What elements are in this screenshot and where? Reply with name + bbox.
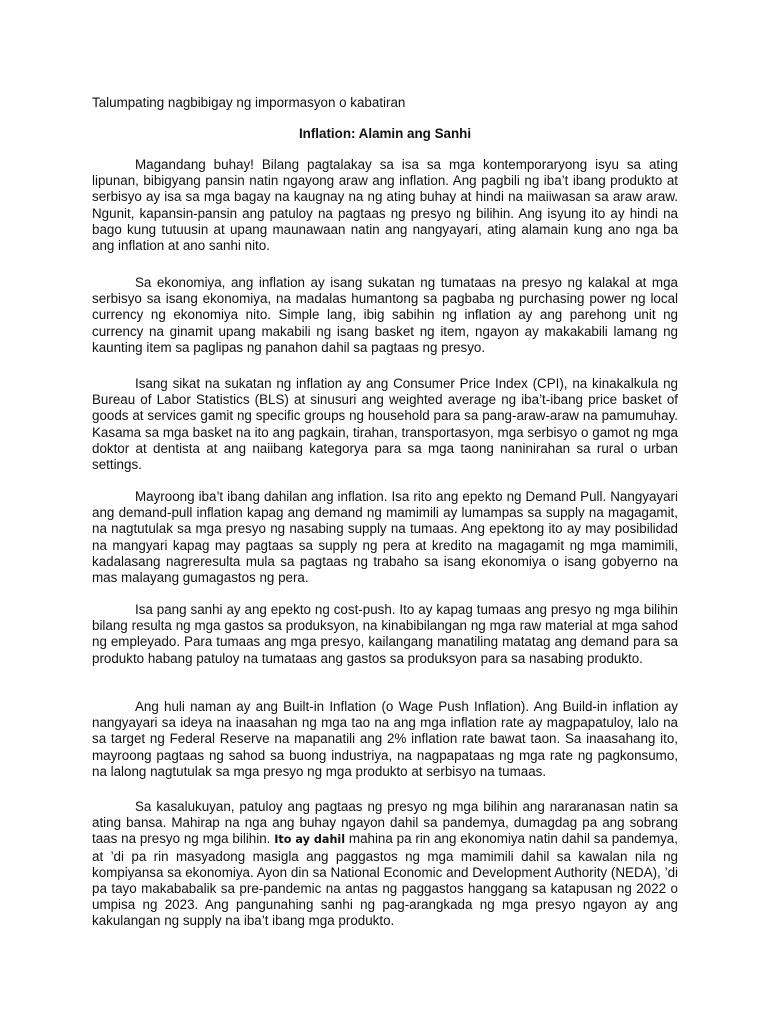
document-type-heading: Talumpating nagbibigay ng impormasyon o kabatiran <box>92 95 406 110</box>
inline-emphasis-text: Ito ay dahil <box>274 833 346 847</box>
document-title: Inflation: Alamin ang Sanhi <box>298 126 472 141</box>
paragraph-current-situation <box>92 799 678 930</box>
paragraph-cpi: Isang sikat na sukatan ng inflation ay ang Consumer Price Index (CPI), na kinakalkula ng Bureau of Labor Statistics (BLS) at sinusuri ang weighted average ng iba’t-ibang price basket of goods at services gamit ng specific groups ng household para sa pang-araw-araw na pamumuhay. Kasama sa mga basket na ito ang pagkain, tirahan, transportasyon, mga serbisyo o gamot ng mga doktor at dentista at ang naiibang kategorya para sa mga taong naninirahan sa rural o urban settings. <box>92 376 678 473</box>
paragraph-cost-push: Isa pang sanhi ay ang epekto ng cost-push. Ito ay kapag tumaas ang presyo ng mga bilihin bilang resulta ng mga gastos sa produksyon, na kinabibilangan ng mga raw material at mga sahod ng empleyado. Para tumaas ang mga presyo, kailangang manatiling matatag ang demand para sa produkto habang patuloy na tumataas ang gastos sa produksyon para sa nasabing produkto. <box>92 602 678 666</box>
paragraph-definition: Sa ekonomiya, ang inflation ay isang sukatan ng tumataas na presyo ng kalakal at mga serbisyo sa isang ekonomiya, na madalas humantong sa pagbaba ng purchasing power ng local currency ng ekonomiya nito. Simple lang, ibig sabihin ng inflation ay ang parehong unit ng currency na ginamit upang makabili ng isang basket ng item, ngayon ay makakabili lamang ng kaunting item sa paglipas ng panahon dahil sa pagtaas ng presyo. <box>92 275 678 355</box>
paragraph-demand-pull: Mayroong iba’t ibang dahilan ang inflation. Isa rito ang epekto ng Demand Pull. Nangyayari ang demand-pull inflation kapag ang demand ng mamimili ay lumampas sa supply na magagamit, na nagtutulak sa mga presyo ng nasabing supply na tumaas. Ang epektong ito ay may posibilidad na mangyari kapag may pagtaas sa supply ng pera at kredito na magagamit ng mga mamimili, kadalasang nagreresulta mula sa pagtaas ng trabaho sa isang ekonomiya o isang gobyerno na mas malayang gumagastos ng pera. <box>92 489 678 586</box>
paragraph-text-segment: mahina pa rin ang ekonomiya natin dahil sa pandemya, at ’di pa rin masyadong masigla ang paggastos ng mga mamimili dahil sa kawalan nila ng kompiyansa sa ekonomiya. Ayon din sa National Economic and Development Authority (NEDA), ’di pa tayo makababalik sa pre-pandemic na antas ng paggastos hanggang sa katapusan ng 2022 o umpisa ng 2023. Ang pangunahing sanhi ng pag-arangkada ng mga presyo ngayon ay ang kakulangan ng supply na iba’t ibang mga produkto. <box>92 831 678 929</box>
paragraph-introduction: Magandang buhay! Bilang pagtalakay sa isa sa mga kontemporaryong isyu sa ating lipunan, bibigyang pansin natin ngayong araw ang inflation. Ang pagbili ng iba’t ibang produkto at serbisyo ay isa sa mga bagay na kaugnay na ng ating buhay at hindi na maiiwasan sa araw araw. Ngunit, kapansin-pansin ang patuloy na pagtaas ng presyo ng bilihin. Ang isyung ito ay hindi na bago kung tutuusin at upang maunawaan natin ang nangyayari, ating alamain kung ano nga ba ang inflation at ano sanhi nito. <box>92 157 678 254</box>
paragraph-built-in-inflation: Ang huli naman ay ang Built-in Inflation (o Wage Push Inflation). Ang Build-in inflation ay nangyayari sa ideya na inaasahan ng mga tao na ang mga inflation rate ay magpapatuloy, lalo na sa target ng Federal Reserve na mapanatili ang 2% inflation rate bawat taon. Sa inaasahang ito, mayroong pagtaas ng sahod sa buong industriya, na nagpapataas ng mga rate ng pagkonsumo, na lalong nagtutulak sa mga presyo ng mga produkto at serbisyo na tumaas. <box>92 699 678 779</box>
paragraph-text-segment: Sa kasalukuyan, patuloy ang pagtaas ng presyo ng mga bilihin ang nararanasan natin sa ating bansa. Mahirap na nga ang buhay ngayon dahil sa pandemya, dumagdag pa ang sobrang taas na presyo ng mga bilihin. <box>92 799 678 847</box>
